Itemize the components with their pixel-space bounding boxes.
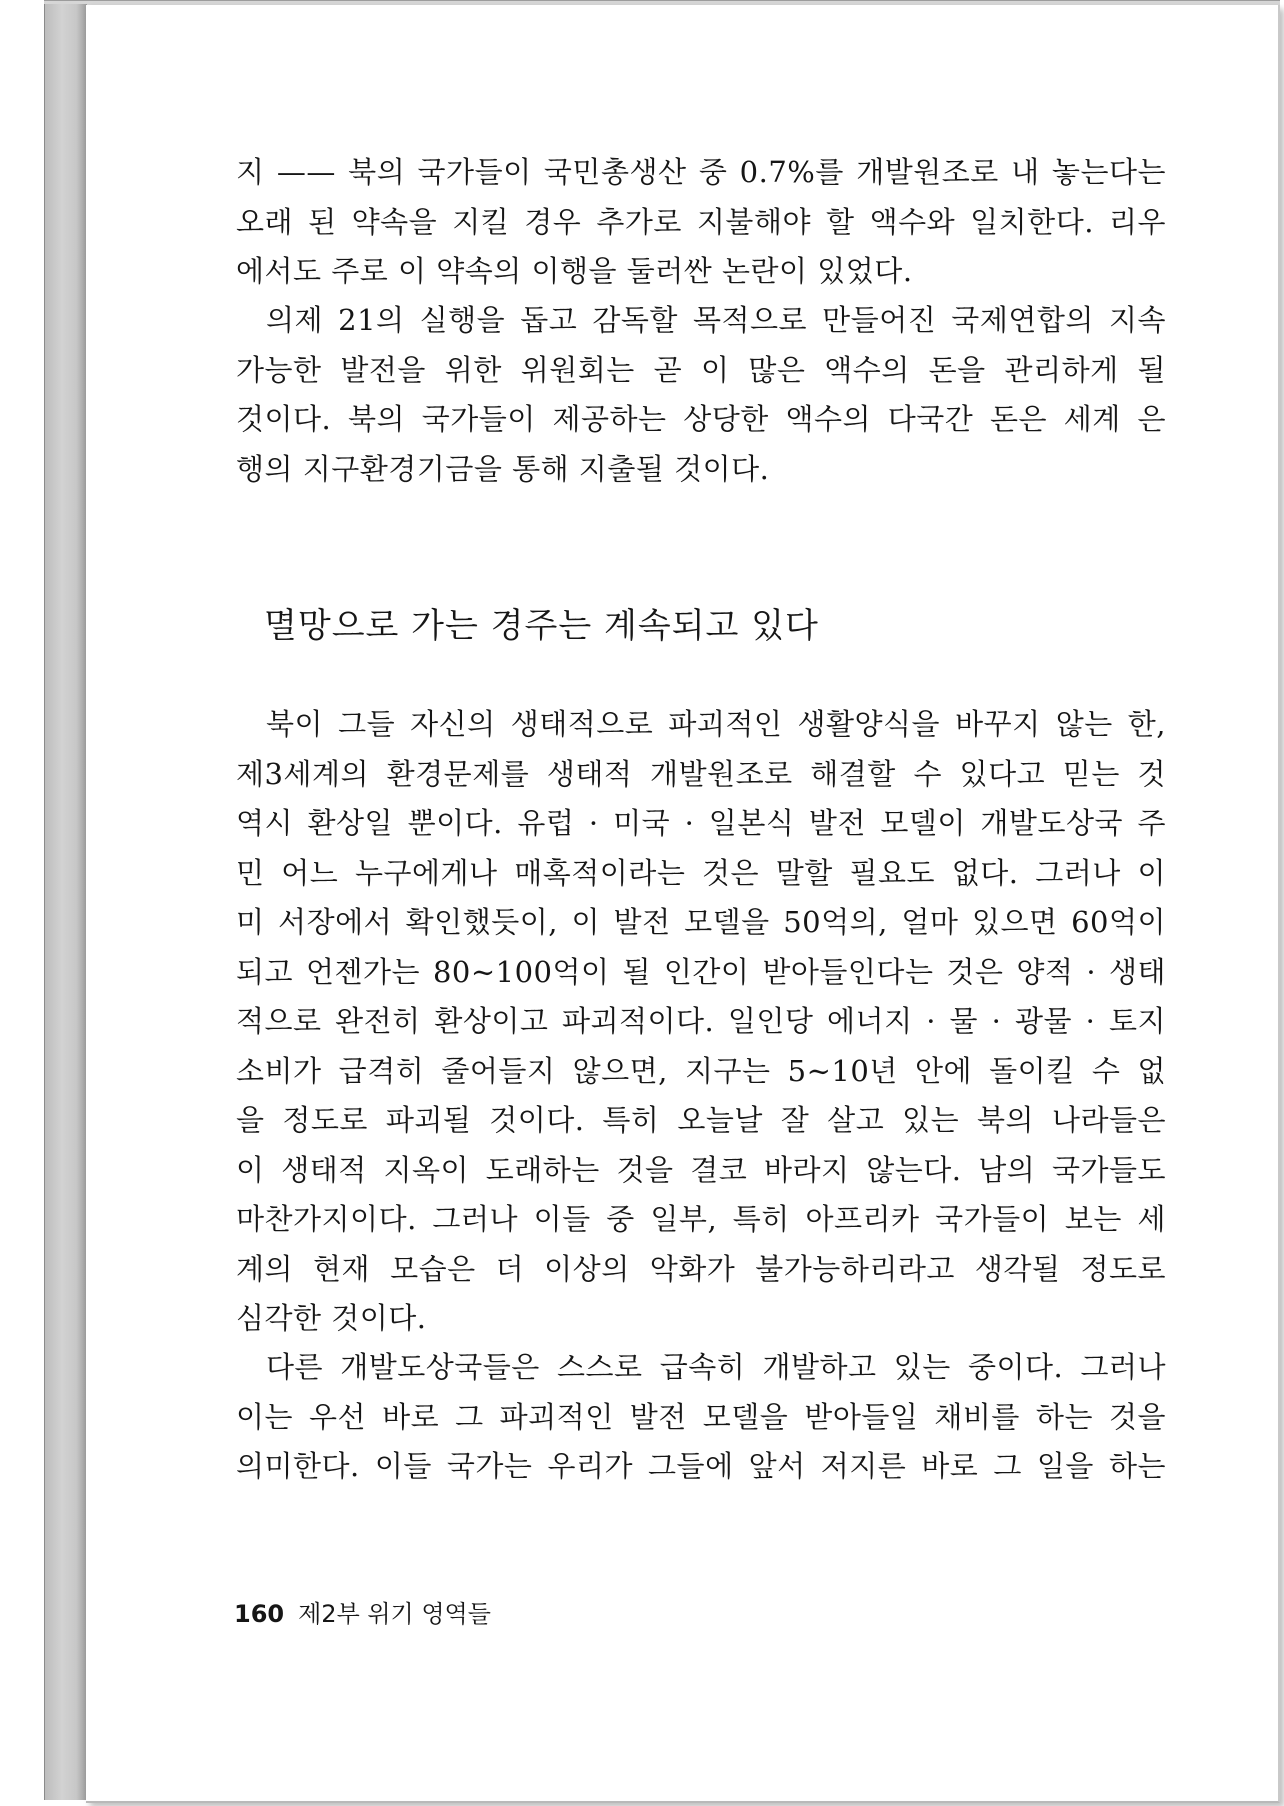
paragraph-4 bbox=[236, 1343, 1166, 1492]
text-line: 이 생태적 지옥이 도래하는 것을 결코 바라지 않는다. 남의 국가들도 bbox=[236, 1152, 1166, 1187]
text-line: 오래 된 약속을 지킬 경우 추가로 지불해야 할 액수와 일치한다. 리우 bbox=[236, 204, 1166, 239]
text-line: 에서도 주로 이 약속의 이행을 둘러싼 논란이 있었다. bbox=[236, 254, 913, 288]
paragraph-1 bbox=[236, 148, 1166, 297]
text-line: 행의 지구환경기금을 통해 지출될 것이다. bbox=[236, 451, 770, 486]
text-line: 되고 언젠가는 80∼100억이 될 인간이 받아들인다는 것은 양적 · 생태 bbox=[236, 954, 1166, 989]
text-line: 소비가 급격히 줄어들지 않으면, 지구는 5∼10년 안에 돌이킬 수 없 bbox=[236, 1053, 1166, 1088]
text-line: 의제 21의 실행을 돕고 감독할 목적으로 만들어진 국제연합의 지속 bbox=[266, 303, 1166, 337]
paragraph-2 bbox=[236, 296, 1166, 494]
text-line: 제3세계의 환경문제를 생태적 개발원조로 해결할 수 있다고 믿는 것 bbox=[236, 756, 1166, 791]
section-title: 멸망으로 가는 경주는 계속되고 있다 bbox=[264, 606, 819, 646]
text-line: 가능한 발전을 위한 위원회는 곧 이 많은 액수의 돈을 관리하게 될 bbox=[236, 352, 1166, 387]
text-line: 지 —— 북의 국가들이 국민총생산 중 0.7%를 개발원조로 내 놓는다는 bbox=[236, 155, 1166, 189]
page-number: 160 bbox=[234, 1600, 285, 1628]
book-spine bbox=[44, 4, 87, 1800]
text-line: 을 정도로 파괴될 것이다. 특히 오늘날 잘 살고 있는 북의 나라들은 bbox=[236, 1103, 1166, 1137]
text-line: 민 어느 누구에게나 매혹적이라는 것은 말할 필요도 없다. 그러나 이 bbox=[236, 855, 1166, 890]
paragraph-3 bbox=[236, 700, 1166, 1344]
text-line: 의미한다. 이들 국가는 우리가 그들에 앞서 저지른 바로 그 일을 하는 bbox=[236, 1449, 1166, 1483]
text-line: 마찬가지이다. 그러나 이들 중 일부, 특히 아프리카 국가들이 보는 세 bbox=[236, 1202, 1166, 1236]
text-line: 심각한 것이다. bbox=[236, 1301, 427, 1335]
text-line: 적으로 완전히 환상이고 파괴적이다. 일인당 에너지 · 물 · 광물 · 토지 bbox=[236, 1004, 1166, 1038]
page-footer bbox=[234, 1594, 491, 1629]
text-line: 역시 환상일 뿐이다. 유럽 · 미국 · 일본식 발전 모델이 개발도상국 주 bbox=[236, 806, 1166, 840]
text-line: 것이다. 북의 국가들이 제공하는 상당한 액수의 다국간 돈은 세계 은 bbox=[236, 402, 1166, 436]
running-footer-title: 제2부 위기 영역들 bbox=[298, 1600, 491, 1628]
text-line: 다른 개발도상국들은 스스로 급속히 개발하고 있는 중이다. 그러나 bbox=[266, 1350, 1166, 1384]
text-line: 계의 현재 모습은 더 이상의 악화가 불가능하리라고 생각될 정도로 bbox=[236, 1251, 1166, 1286]
text-line: 북이 그들 자신의 생태적으로 파괴적인 생활양식을 바꾸지 않는 한, bbox=[266, 707, 1166, 741]
text-line: 이는 우선 바로 그 파괴적인 발전 모델을 받아들일 채비를 하는 것을 bbox=[236, 1399, 1166, 1434]
text-line: 미 서장에서 확인했듯이, 이 발전 모델을 50억의, 얼마 있으면 60억이 bbox=[236, 905, 1166, 939]
